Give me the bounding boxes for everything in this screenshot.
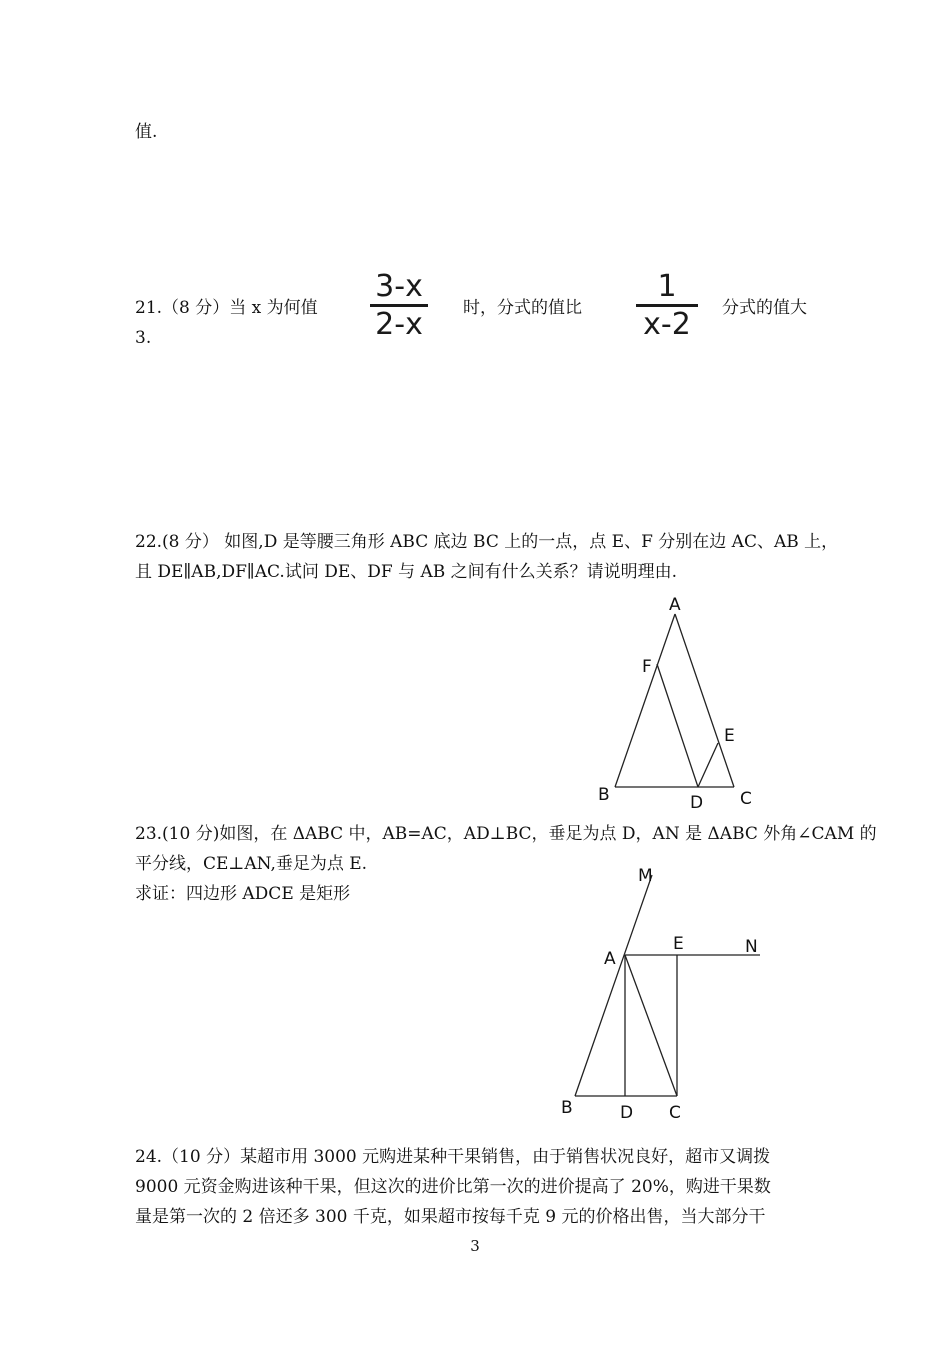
q24-line1: 24.（10 分）某超市用 3000 元购进某种干果销售，由于销售状况良好，超市又调拨 [135, 1147, 771, 1167]
q22-line2: 且 DE∥AB,DF∥AC.试问 DE、DF 与 AB 之间有什么关系？请说明理由. [135, 562, 678, 582]
q22-label-c: C [740, 789, 752, 809]
q22-line1: 22.(8 分） 如图,D 是等腰三角形 ABC 底边 BC 上的一点，点 E、F 分别在边 AC、AB 上， [135, 532, 839, 552]
q21-fraction-2 [636, 269, 698, 342]
q21-fraction-1-denominator: 2-x [375, 307, 423, 342]
q22-label-a: A [669, 595, 681, 615]
q23-figure [555, 860, 770, 1125]
q23-line3: 求证：四边形 ADCE 是矩形 [135, 884, 351, 904]
q23-segment-ac [625, 955, 677, 1096]
q21-fraction-1-numerator: 3-x [375, 269, 423, 304]
q22-segment-ac [675, 614, 734, 787]
q21-fraction-2-numerator: 1 [657, 269, 677, 304]
q21-fraction-2-denominator: x-2 [643, 307, 691, 342]
q23-label-d: D [620, 1103, 634, 1123]
q23-label-m: M [638, 866, 653, 886]
page-number: 3 [470, 1237, 480, 1255]
q21-line2: 3. [135, 328, 152, 348]
q21-suffix: 分式的值大 [722, 298, 807, 318]
q21-fraction-1 [370, 269, 428, 342]
q23-label-a: A [604, 949, 616, 969]
q23-label-e: E [673, 934, 684, 954]
q22-segment-ab [615, 614, 675, 787]
continuation-text: 值. [135, 122, 158, 142]
q22-segment-de [698, 743, 718, 787]
q22-label-e: E [724, 726, 735, 746]
q23-label-n: N [745, 937, 758, 957]
q22-triangle-figure [590, 590, 765, 815]
q23-segment-mb [575, 875, 652, 1096]
q24-line2: 9000 元资金购进该种干果，但这次的进价比第一次的进价提高了 20%，购进干果数 [135, 1177, 771, 1197]
q21-prefix: 21.（8 分）当 x 为何值 [135, 298, 318, 318]
q24-line3: 量是第一次的 2 倍还多 300 千克，如果超市按每千克 9 元的价格出售，当大部分干 [135, 1207, 766, 1227]
q23-line2: 平分线，CE⊥AN,垂足为点 E. [135, 854, 368, 874]
q22-label-d: D [690, 793, 704, 813]
q21-middle: 时，分式的值比 [463, 298, 582, 318]
q23-label-c: C [669, 1103, 681, 1123]
q23-label-b: B [561, 1098, 573, 1118]
q22-label-f: F [642, 657, 652, 677]
q23-line1: 23.(10 分)如图，在 ΔABC 中，AB=AC，AD⊥BC，垂足为点 D，AN 是 ΔABC 外角∠CAM 的 [135, 824, 877, 844]
q22-segment-df [657, 664, 698, 787]
q22-label-b: B [598, 785, 610, 805]
